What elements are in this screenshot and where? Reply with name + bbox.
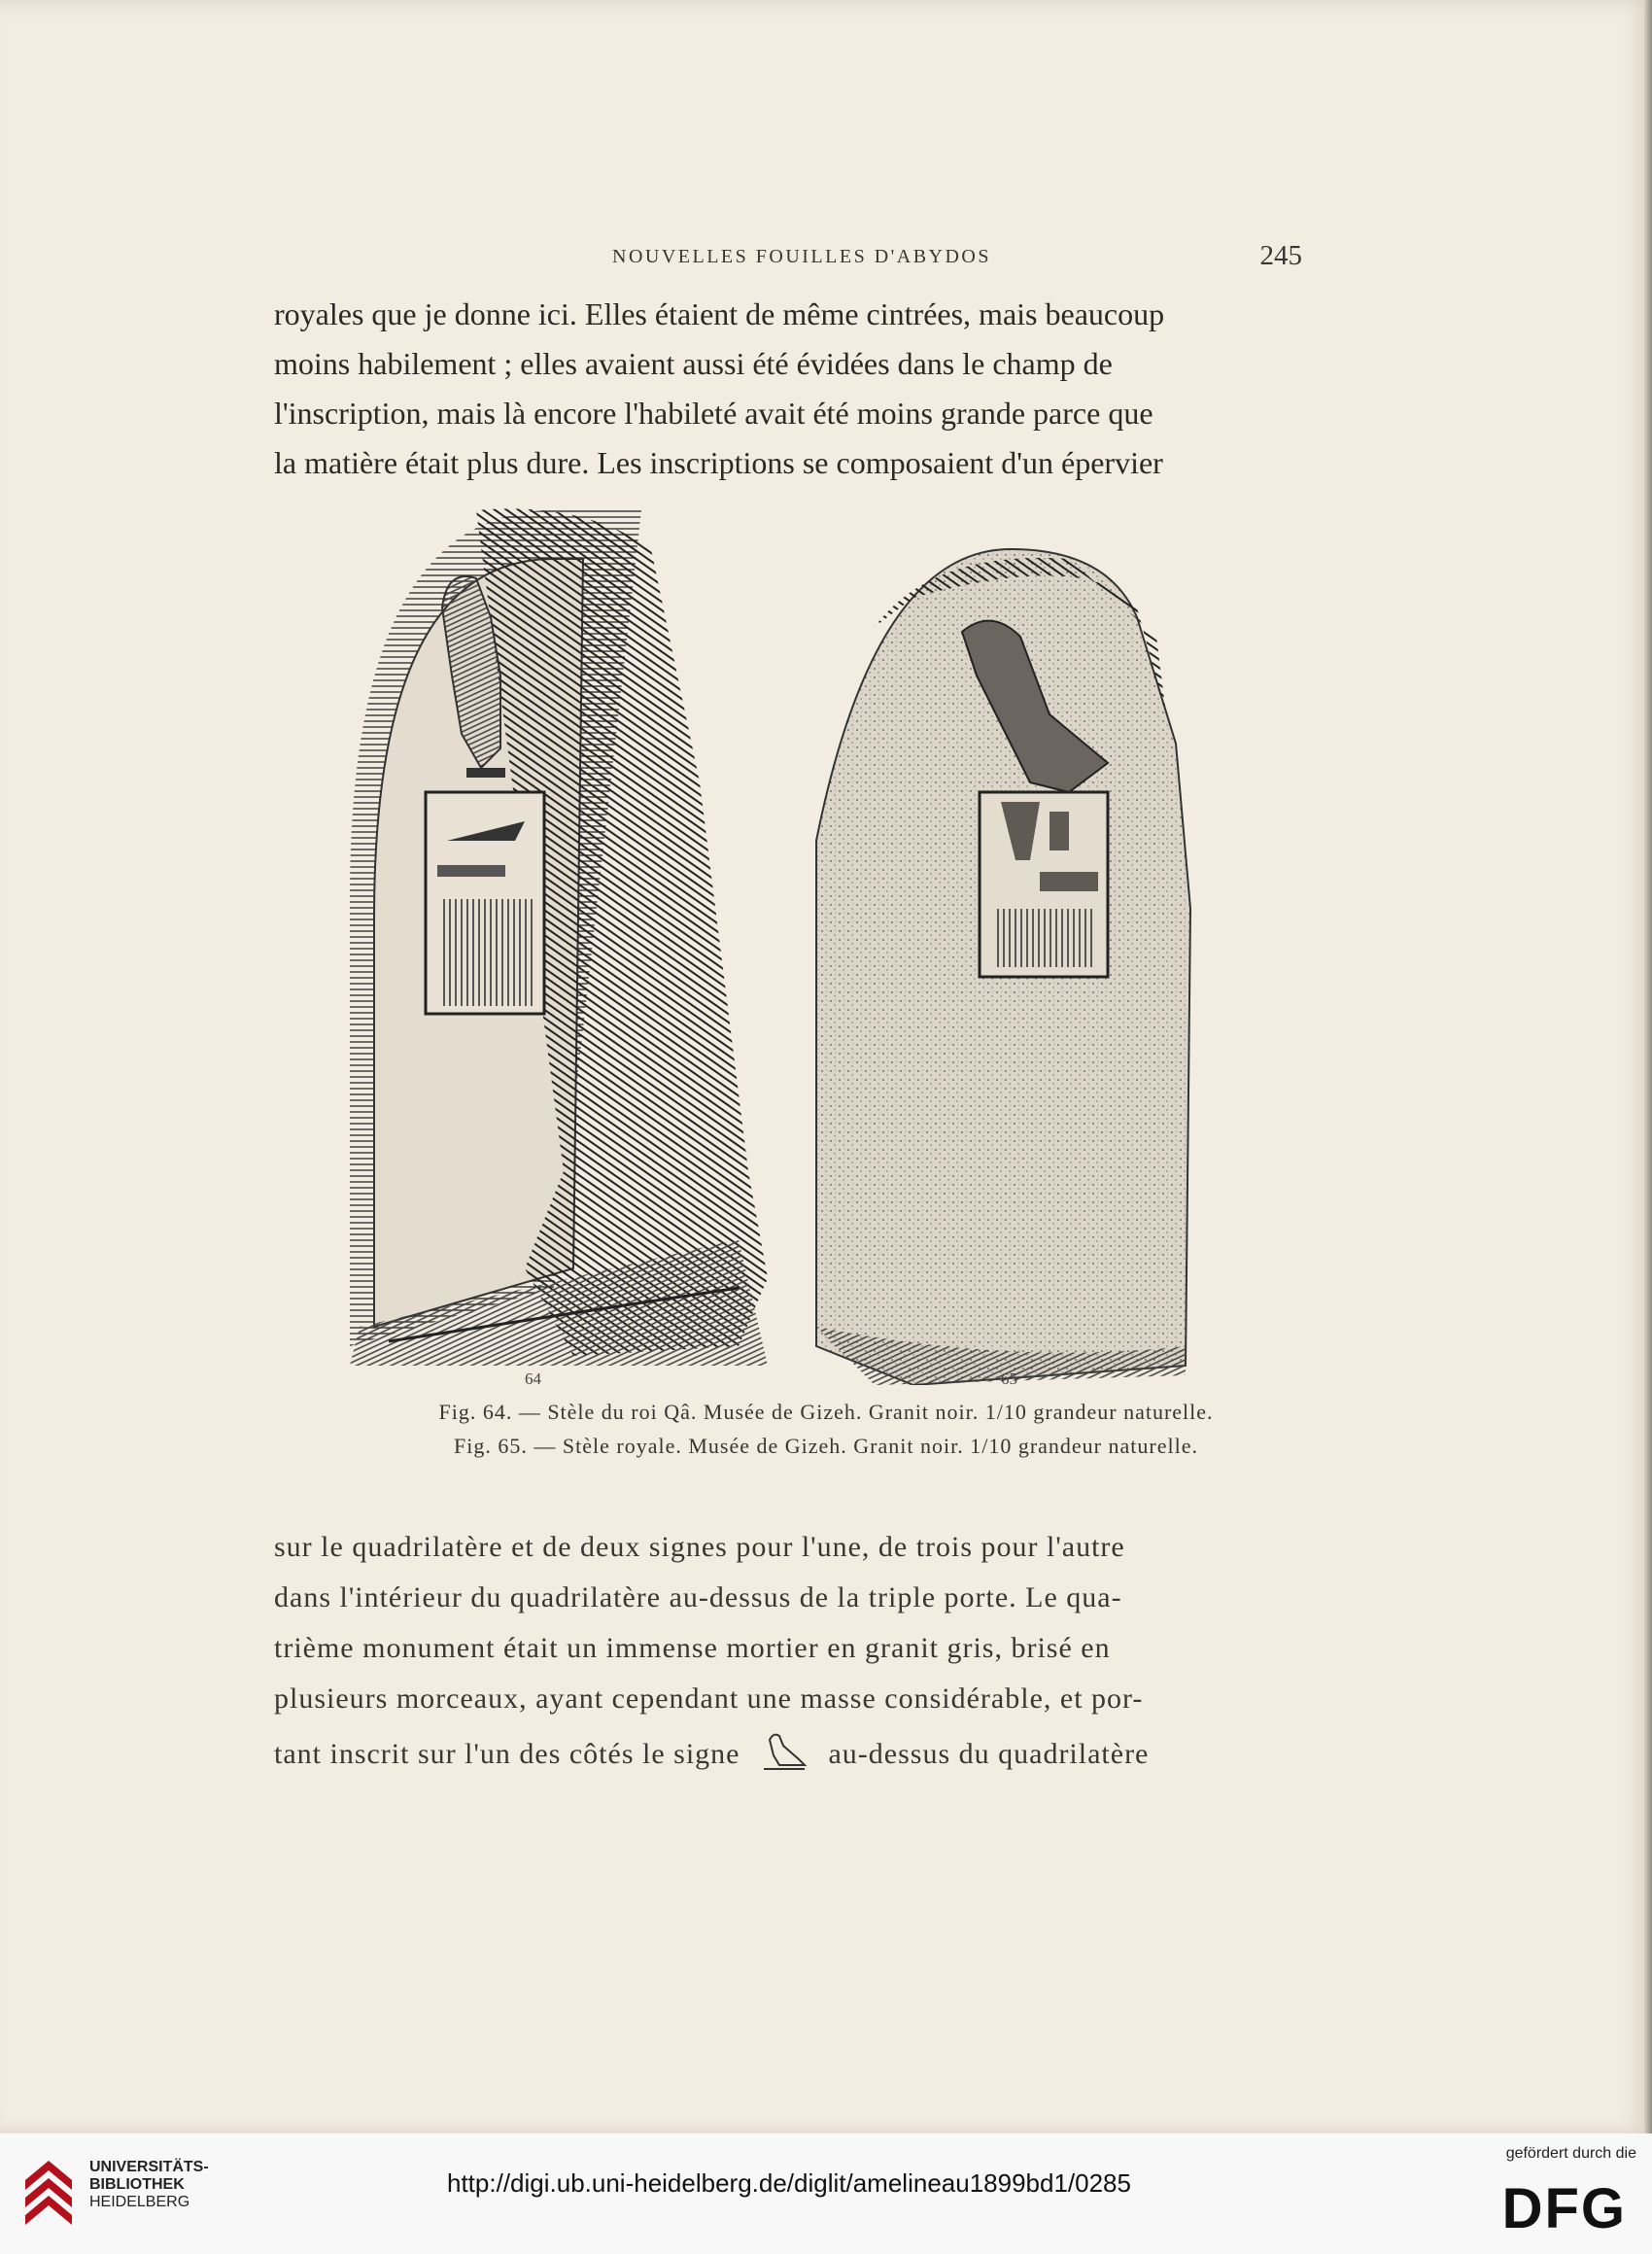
top-paragraph <box>274 290 1304 488</box>
library-line-1: UNIVERSITÄTS- <box>89 2159 209 2175</box>
library-line-3: HEIDELBERG <box>89 2194 190 2210</box>
text-line: l'inscription, mais là encore l'habileté avait été moins grande parce que <box>274 396 1153 431</box>
page-edge <box>1644 0 1652 2133</box>
university-library-logo[interactable] <box>19 2151 78 2231</box>
figure-illustration <box>330 491 1302 1388</box>
funding-note: gefördert durch die <box>1505 2145 1636 2162</box>
sign-line-before: tant inscrit sur l'un des côtés le signe <box>274 1738 740 1770</box>
figure-number-64: 64 <box>525 1370 541 1388</box>
permalink-url[interactable]: http://digi.ub.uni-heidelberg.de/diglit/amelineau1899bd1/0285 <box>447 2168 1131 2198</box>
sign-line-after: au-dessus du quadrilatère <box>828 1738 1150 1770</box>
text-line: trième monument était un immense mortier en granit gris, brisé en <box>274 1632 1111 1664</box>
dfg-logo[interactable]: DFG <box>1501 2177 1627 2240</box>
text-line: sur le quadrilatère et de deux signes pour l'une, de trois pour l'autre <box>274 1531 1125 1563</box>
figure-caption-64: Fig. 64. — Stèle du roi Qâ. Musée de Gizeh. Granit noir. 1/10 grandeur naturelle. <box>438 1400 1214 1424</box>
running-title: NOUVELLES FOUILLES D'ABYDOS <box>612 246 991 267</box>
text-line: royales que je donne ici. Elles étaient de même cintrées, mais beaucoup <box>274 296 1165 331</box>
figure-caption-65: Fig. 65. — Stèle royale. Musée de Gizeh. Granit noir. 1/10 grandeur naturelle. <box>454 1434 1198 1458</box>
falcon-hieroglyph-icon <box>760 1730 809 1773</box>
stele-fig64 <box>350 508 768 1366</box>
figure-number-65: 65 <box>1001 1370 1017 1388</box>
footer-bar <box>0 2133 1652 2254</box>
bottom-paragraph <box>274 1524 1304 1726</box>
library-line-2: BIBLIOTHEK <box>89 2176 185 2193</box>
stele-engravings <box>330 491 1302 1385</box>
page-number: 245 <box>1259 240 1302 271</box>
running-head <box>272 240 1302 279</box>
sign-line <box>274 1730 1149 1773</box>
stele-fig65 <box>816 549 1190 1385</box>
text-line: la matière était plus dure. Les inscriptions se composaient d'un épervier <box>274 445 1163 480</box>
text-line: plusieurs morceaux, ayant cependant une masse considérable, et por- <box>274 1682 1144 1715</box>
text-line: dans l'intérieur du quadrilatère au-dessus de la triple porte. Le qua- <box>274 1581 1122 1613</box>
library-name <box>89 2159 209 2211</box>
text-line: moins habilement ; elles avaient aussi été évidées dans le champ de <box>274 346 1113 381</box>
